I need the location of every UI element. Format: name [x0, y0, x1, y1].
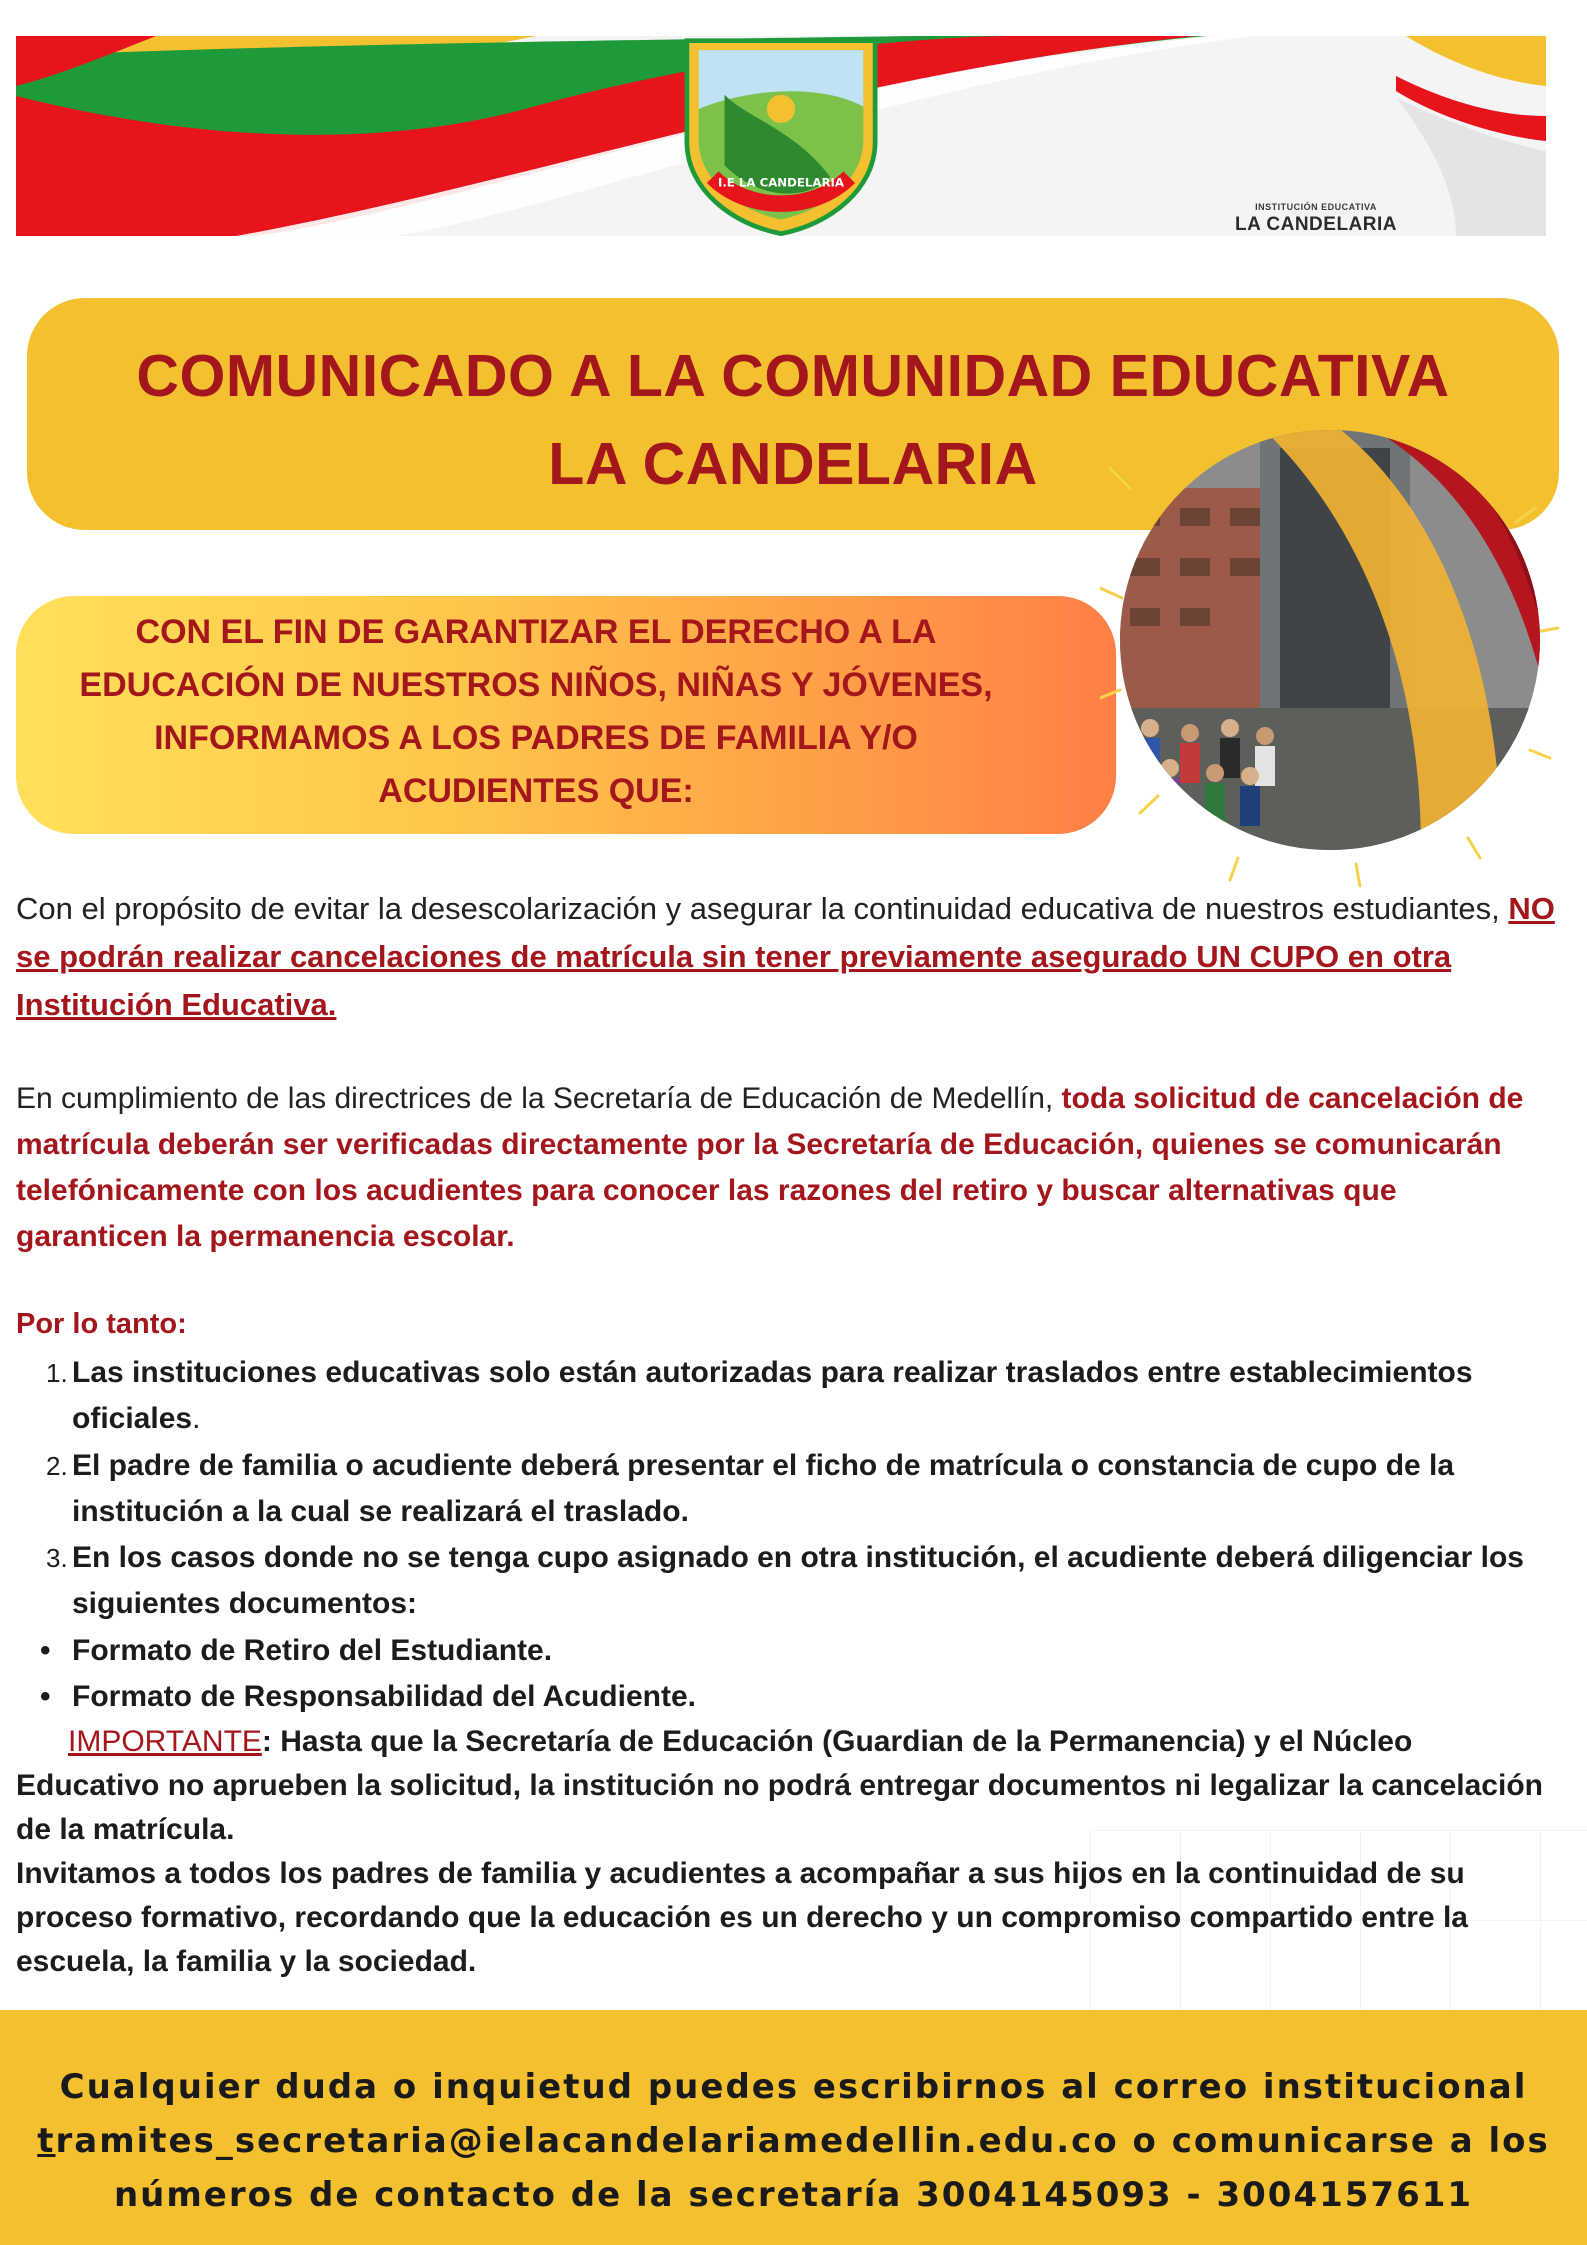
header-banner	[16, 36, 1546, 236]
title-line-2: LA CANDELARIA	[548, 431, 1038, 497]
list-item	[16, 1535, 1556, 1627]
list-item-2-text: El padre de familia o acudiente deberá presentar el ficho de matrícula o constancia de cupo de la institución a la cual se realizará el traslado.	[72, 1449, 1455, 1528]
bullet-item-1-text: Formato de Retiro del Estudiante.	[72, 1634, 553, 1667]
footer-email-text: ramites_secretaria@ielacandelariamedellin.edu.co o comunicarse a los	[55, 2121, 1550, 2161]
paragraph-secretaria	[16, 1076, 1556, 1260]
list-item-1-text: Las instituciones educativas solo están autorizadas para realizar traslados entre establecimientos oficiales	[72, 1356, 1473, 1435]
por-lo-tanto-heading: Por lo tanto:	[16, 1308, 187, 1340]
list-item	[16, 1350, 1556, 1442]
list-number-3: 3.	[46, 1543, 68, 1573]
subtitle-line-4: ACUDIENTES QUE:	[378, 772, 694, 810]
paragraph-2-intro: En cumplimiento de las directrices de la Secretaría de Educación de Medellín,	[16, 1082, 1062, 1115]
important-text: : Hasta que la Secretaría de Educación (Guardian de la Permanencia) y el Núcleo Educativo no aprueben la solicitud, la institución no podrá entregar documentos ni legalizar la cancelación de la matrícula.	[16, 1725, 1543, 1846]
bullet-icon: •	[40, 1680, 51, 1713]
list-number-1: 1.	[46, 1358, 68, 1388]
bullet-icon: •	[40, 1634, 51, 1667]
footer-line-3: números de contacto de la secretaría 3004145093 - 3004157611	[113, 2175, 1474, 2215]
footer-line-1: Cualquier duda o inquietud puedes escribirnos al correo institucional	[59, 2067, 1528, 2107]
list-item-3-text: En los casos donde no se tenga cupo asignado en otra institución, el acudiente deberá diligenciar los siguientes documentos:	[72, 1541, 1524, 1620]
paragraph-continuity	[16, 885, 1556, 1029]
list-item	[16, 1443, 1556, 1535]
paragraph-1-highlight: NO se podrán realizar cancelaciones de matrícula sin tener previamente asegurado UN CUPO en otra Institución Educativa.	[16, 891, 1555, 1022]
paragraph-2-highlight: toda solicitud de cancelación de matrícula deberán ser verificadas directamente por la Secretaría de Educación, quienes se comunicarán telefónicamente con los acudientes para conocer las razones del retiro y buscar alternativas que garanticen la permanencia escolar.	[16, 1082, 1524, 1253]
paragraph-1-intro: Con el propósito de evitar la desescolarización y asegurar la continuidad educativa de nuestros estudiantes,	[16, 891, 1509, 926]
list-number-2: 2.	[46, 1451, 68, 1481]
invitation-paragraph: Invitamos a todos los padres de familia y acudientes a acompañar a sus hijos en la continuidad de su proceso formativo, recordando que la educación es un derecho y un compromiso compartido entre la escuela, la familia y la sociedad.	[16, 1857, 1468, 1978]
important-label: IMPORTANTE	[68, 1725, 262, 1758]
subtitle-line-3: INFORMAMOS A LOS PADRES DE FAMILIA Y/O	[154, 719, 918, 757]
subtitle-line-2: EDUCACIÓN DE NUESTROS NIÑOS, NIÑAS Y JÓVENES,	[79, 666, 993, 704]
bullet-item	[16, 1674, 1556, 1720]
bullet-item-2-text: Formato de Responsabilidad del Acudiente.	[72, 1680, 696, 1713]
footer-email-first-letter: t	[37, 2121, 56, 2161]
footer-contact	[0, 2060, 1587, 2222]
bullet-item	[16, 1628, 1556, 1674]
subtitle-line-1: CON EL FIN DE GARANTIZAR EL DERECHO A LA	[135, 613, 937, 651]
footer-line-2	[0, 2114, 1587, 2168]
crest-school-name: LA CANDELARIA	[1234, 214, 1397, 235]
subtitle	[16, 606, 1056, 818]
school-photo-circle	[1100, 428, 1560, 888]
list-item-1-period: .	[192, 1402, 201, 1435]
crest-ribbon-text: I.E LA CANDELARIA	[717, 175, 845, 190]
title-line-1: COMUNICADO A LA COMUNIDAD EDUCATIVA	[136, 343, 1450, 409]
crest-institution-label: INSTITUCIÓN EDUCATIVA	[1255, 202, 1377, 212]
crest-caption	[1176, 202, 1456, 236]
